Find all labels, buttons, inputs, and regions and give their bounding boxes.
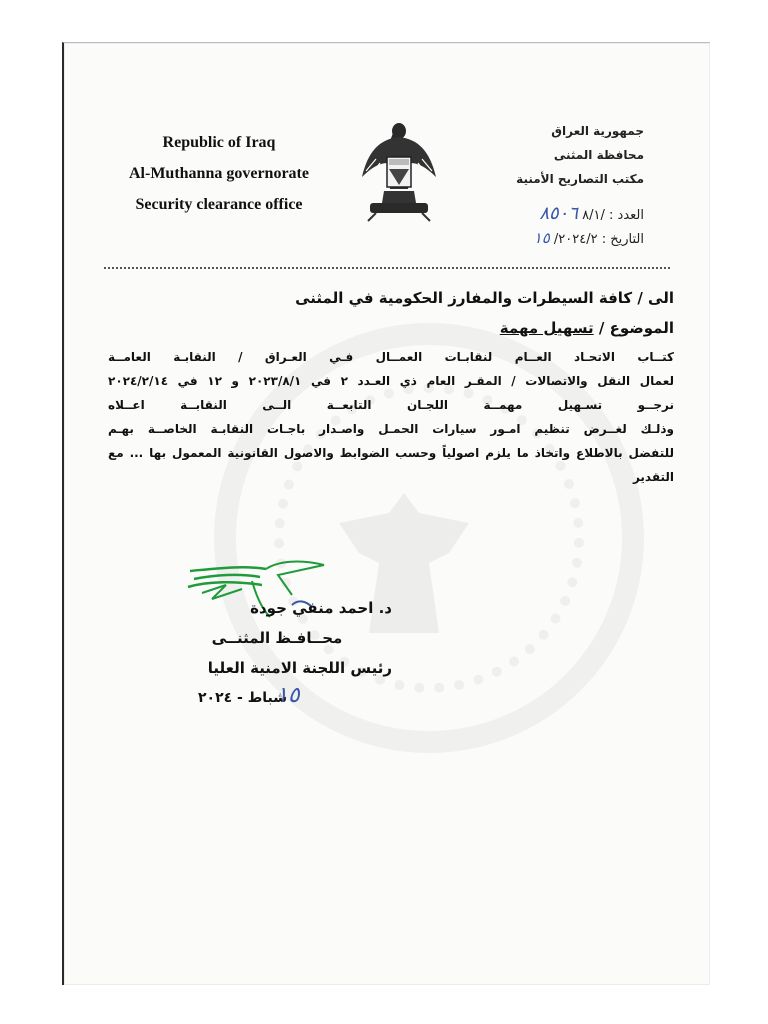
paragraph-line: نرجــو تسـهيل مهمــة اللجـان التابعــة الــى النقابــة اعــلاه: [108, 398, 674, 412]
signature-date: شباط - ٢٠٢٤: [198, 690, 288, 706]
reference-date-value: ٢٠٢٤/٢/: [553, 232, 598, 247]
country-name-ar: جمهورية العراق: [551, 124, 644, 138]
signatory-name: د. احمد منفي جودة: [250, 599, 392, 617]
header-divider: [104, 267, 670, 269]
letter-paragraph: [108, 345, 674, 489]
english-letterhead: [104, 127, 334, 220]
reference-date-handwritten: ١٥: [533, 229, 550, 247]
paragraph-line: للتفضل بالاطلاع واتخاذ ما يلزم اصولياً وحسب الضوابط والاصول القانونية المعمول بها ... مع التقدير: [108, 446, 674, 484]
governorate-name-ar: محافظة المثنى: [553, 148, 644, 162]
reference-number-label: العدد :: [609, 208, 644, 223]
reference-number-value: /٨/١: [582, 208, 605, 223]
reference-number-line: [384, 203, 644, 224]
office-name-ar: مكتب التصاريح الأمنية: [516, 172, 644, 186]
addressee-line: الى / كافة السيطرات والمفارز الحكومية في المثنى: [295, 289, 674, 307]
signature-day-handwritten: ١٥: [276, 683, 300, 708]
arabic-letterhead: [414, 119, 644, 191]
letter-page: [62, 42, 710, 985]
paragraph-line: وذلـك لغــرض تنظيم امـور سيارات الحمـل واصـدار باجـات النقابـة الخاصــة بهـم: [108, 422, 674, 436]
signatory-title: محــافـظ المثنــى: [211, 629, 343, 647]
signatory-role: رئيس اللجنة الامنية العليا: [207, 659, 392, 677]
office-name: Security clearance office: [135, 196, 303, 213]
paragraph-line: لعمال النقل والاتصالات / المقـر العام ذي العـدد ٢ في ٢٠٢٣/٨/١ و ١٢ في ٢٠٢٤/٢/١٤: [108, 374, 674, 388]
paragraph-line: كتــاب الاتحـاد العــام لنقابـات العمــال فـي العـراق / النقابـة العامــة: [108, 350, 674, 364]
governorate-name: Al-Muthanna governorate: [129, 165, 309, 182]
reference-number-handwritten: ٨٥٠٦: [539, 203, 578, 224]
subject-value: تسهيل مهمة: [499, 319, 594, 337]
country-name: Republic of Iraq: [162, 134, 276, 151]
reference-date-line: [384, 229, 644, 247]
subject-label: الموضوع /: [598, 319, 674, 337]
subject-line: [108, 319, 710, 337]
reference-date-label: التاريخ :: [601, 232, 644, 247]
